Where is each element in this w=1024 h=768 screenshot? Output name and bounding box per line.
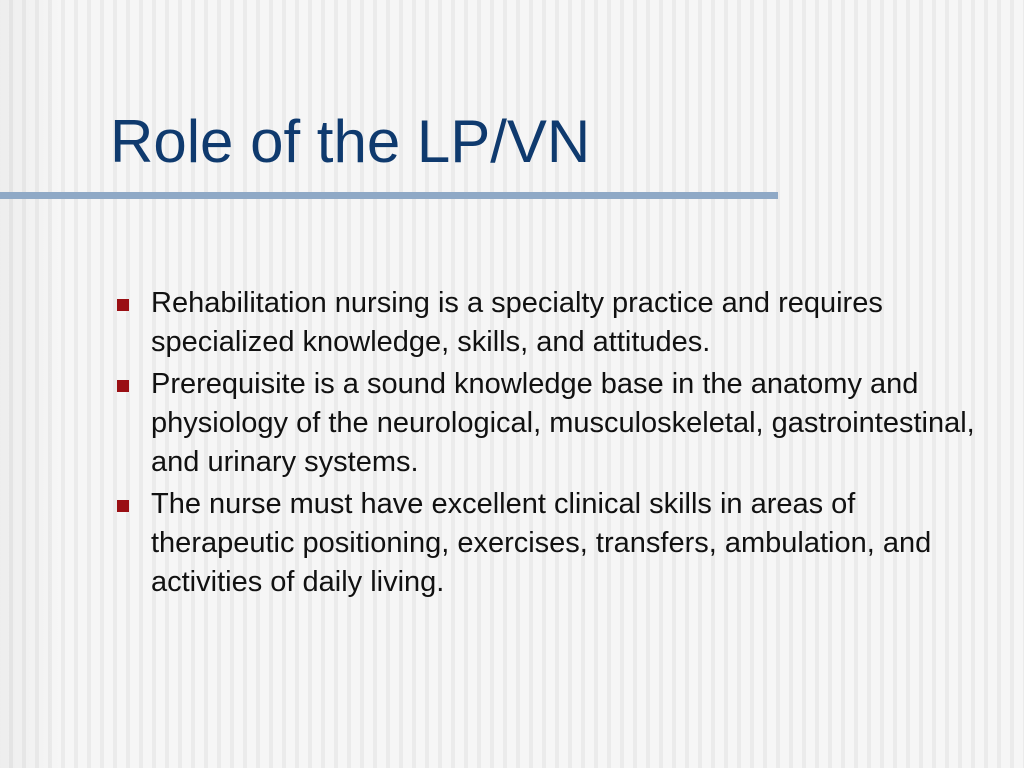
square-bullet-icon	[117, 380, 129, 392]
square-bullet-icon	[117, 299, 129, 311]
slide-title: Role of the LP/VN	[110, 108, 591, 175]
bullet-list	[113, 284, 993, 605]
bullet-text: Prerequisite is a sound knowledge base in the anatomy and physiology of the neurological, musculoskeletal, gastrointestinal, and urinary systems.	[151, 368, 975, 478]
square-bullet-icon	[117, 500, 129, 512]
title-divider	[0, 192, 778, 199]
bullet-text: The nurse must have excellent clinical skills in areas of therapeutic positioning, exercises, transfers, ambulation, and activities of daily living.	[151, 488, 932, 598]
bullet-item	[113, 365, 993, 482]
background-edge-shade	[0, 0, 62, 768]
bullet-item	[113, 284, 993, 362]
bullet-item	[113, 485, 993, 602]
bullet-text: Rehabilitation nursing is a specialty practice and requires specialized knowledge, skills, and attitudes.	[151, 287, 883, 358]
